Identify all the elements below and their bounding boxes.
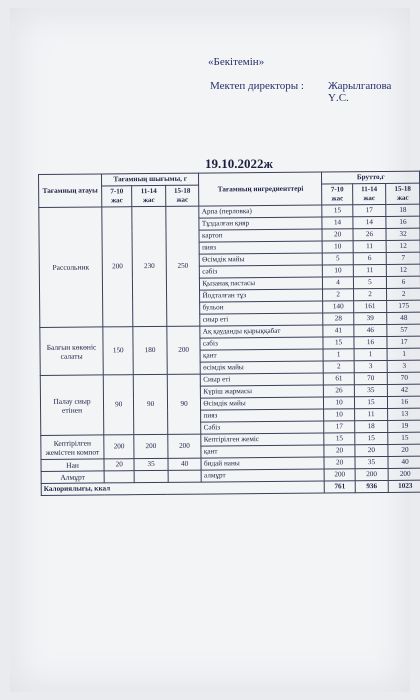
portion-cell: 150 (103, 327, 134, 375)
brutto-cell: 15 (355, 432, 388, 444)
brutto-cell: 10 (323, 265, 353, 277)
ingredient-name: Арпа (перловка) (199, 205, 322, 218)
brutto-cell: 10 (324, 397, 354, 409)
brutto-cell: 161 (353, 300, 386, 312)
brutto-cell: 16 (388, 396, 420, 408)
header-dish-name: Тағамның атауы (39, 174, 102, 208)
brutto-cell: 18 (354, 420, 387, 432)
ingredient-name: қант (201, 445, 324, 458)
calories-value: 761 (325, 481, 355, 493)
brutto-cell: 15 (354, 396, 387, 408)
brutto-cell: 35 (354, 384, 387, 396)
ingredient-name: сәбіз (200, 337, 323, 350)
brutto-cell: 12 (386, 264, 420, 276)
portion-cell: 90 (134, 374, 168, 434)
ingredient-name: Сәбіз (201, 421, 324, 434)
dish-name: Алмұрт (41, 471, 104, 484)
brutto-cell: 1 (354, 348, 387, 360)
brutto-cell: 3 (387, 360, 420, 372)
portion-cell: 40 (168, 458, 202, 470)
calories-label: Калориялығы, ккал (41, 481, 325, 495)
brutto-cell: 10 (324, 409, 354, 421)
brutto-cell: 20 (324, 445, 354, 457)
brutto-cell: 46 (354, 324, 387, 336)
brutto-cell: 26 (324, 385, 354, 397)
dish-name: Палау сиыр етінен (40, 375, 104, 436)
brutto-cell: 48 (387, 312, 420, 324)
menu-sheet (10, 8, 413, 692)
brutto-cell: 41 (323, 325, 353, 337)
brutto-cell: 10 (323, 241, 353, 253)
brutto-cell: 42 (387, 384, 420, 396)
ingredient-name: картоп (199, 229, 322, 242)
brutto-cell: 18 (386, 204, 420, 216)
ingredient-name: Қызанақ пастасы (200, 277, 323, 290)
portion-cell: 230 (132, 206, 166, 326)
brutto-cell: 17 (353, 204, 386, 216)
brutto-cell: 2 (324, 361, 354, 373)
brutto-cell: 15 (324, 433, 354, 445)
dish-name: Рассольник (39, 207, 103, 328)
menu-table (38, 171, 420, 496)
calories-value: 936 (355, 480, 388, 492)
portion-cell: 200 (134, 434, 168, 458)
ingredient-name: пияз (201, 409, 324, 422)
portion-cell (168, 470, 202, 482)
portion-cell: 200 (167, 326, 201, 374)
brutto-cell: 40 (388, 456, 420, 468)
brutto-cell: 13 (388, 408, 420, 420)
brutto-cell: 35 (355, 456, 388, 468)
portion-cell (134, 470, 167, 482)
brutto-cell: 14 (322, 217, 352, 229)
brutto-cell: 12 (386, 240, 420, 252)
brutto-cell: 17 (387, 336, 420, 348)
age-group-header: 7-10 жас (102, 186, 133, 207)
age-group-header: 15-18 жас (386, 183, 420, 204)
brutto-cell: 39 (354, 312, 387, 324)
calories-value: 1023 (388, 480, 420, 492)
brutto-cell: 200 (324, 469, 354, 481)
brutto-cell: 140 (323, 301, 353, 313)
brutto-cell: 15 (323, 337, 353, 349)
brutto-cell: 2 (353, 288, 386, 300)
ingredient-name: пияз (200, 241, 323, 254)
ingredient-name: Өсімдік майы (200, 253, 323, 266)
brutto-cell: 32 (386, 228, 420, 240)
age-group-header: 7-10 жас (322, 184, 353, 205)
brutto-cell: 5 (353, 276, 386, 288)
portion-cell: 20 (104, 459, 134, 471)
brutto-cell: 15 (322, 205, 352, 217)
portion-cell (104, 471, 134, 483)
menu-table-body (39, 204, 420, 495)
ingredient-name: сәбіз (200, 265, 323, 278)
brutto-cell: 20 (324, 457, 354, 469)
brutto-cell: 5 (323, 253, 353, 265)
ingredient-name: Кептірілген жеміс (201, 433, 324, 446)
brutto-cell: 1 (387, 348, 420, 360)
ingredient-name: Күріш жармасы (201, 385, 324, 398)
calories-row (41, 480, 420, 495)
ingredient-name: қант (200, 349, 323, 362)
dish-name: Кептірілген жемістен компот (41, 435, 104, 460)
ingredient-name: өсімдік майы (201, 361, 324, 374)
brutto-cell: 2 (387, 288, 420, 300)
brutto-cell: 200 (388, 468, 420, 480)
brutto-cell: 200 (355, 468, 388, 480)
portion-cell: 35 (134, 458, 167, 470)
brutto-cell: 57 (387, 324, 420, 336)
ingredient-name: Ақ қауданды қырыққабат (200, 325, 323, 338)
brutto-cell: 6 (353, 252, 386, 264)
brutto-cell: 6 (387, 276, 420, 288)
brutto-cell: 11 (353, 240, 386, 252)
brutto-cell: 70 (387, 372, 420, 384)
brutto-cell: 16 (386, 216, 420, 228)
portion-cell: 200 (102, 207, 133, 327)
ingredient-name: Сиыр еті (201, 373, 324, 386)
ingredient-name: бидай наны (201, 457, 324, 470)
ingredient-name: Өсімдік майы (201, 397, 324, 410)
dish-name: Нан (41, 459, 104, 472)
brutto-cell: 17 (324, 421, 354, 433)
brutto-cell: 11 (354, 408, 387, 420)
brutto-cell: 16 (354, 336, 387, 348)
menu-date: 19.10.2022ж (205, 156, 273, 171)
age-group-header: 11-14 жас (132, 185, 166, 206)
brutto-cell: 3 (354, 360, 387, 372)
portion-cell: 200 (104, 435, 135, 459)
portion-cell: 250 (166, 206, 201, 326)
brutto-cell: 4 (323, 277, 353, 289)
brutto-cell: 61 (324, 373, 354, 385)
brutto-cell: 15 (388, 432, 420, 444)
brutto-cell: 175 (387, 300, 420, 312)
ingredient-name: Тұздалған қияр (199, 217, 322, 230)
ingredient-name: бульон (200, 301, 323, 314)
brutto-cell: 11 (353, 264, 386, 276)
brutto-cell: 7 (386, 252, 420, 264)
brutto-cell: 28 (323, 313, 353, 325)
director-name: Жарылгапова Ү.С. (328, 80, 392, 104)
brutto-cell: 19 (388, 420, 420, 432)
portion-cell: 180 (133, 326, 167, 374)
brutto-cell: 20 (388, 444, 420, 456)
brutto-cell: 2 (323, 289, 353, 301)
dish-name: Балғын көкөніс салаты (40, 327, 103, 376)
brutto-cell: 70 (354, 372, 387, 384)
portion-cell: 90 (167, 374, 201, 434)
header-ingredients: Тағамның ингредиенттері (199, 172, 322, 206)
director-label: Мектеп директоры : (210, 80, 304, 92)
brutto-cell: 1 (323, 349, 353, 361)
ingredient-name: Йодталған тұз (200, 289, 323, 302)
portion-cell: 90 (103, 375, 134, 435)
age-group-header: 15-18 жас (165, 185, 199, 206)
brutto-cell: 26 (353, 228, 386, 240)
age-group-header: 11-14 жас (352, 183, 386, 204)
portion-cell: 200 (167, 434, 201, 458)
brutto-cell: 20 (355, 444, 388, 456)
header-portion: Тағамның шығымы, г (102, 173, 200, 186)
ingredient-name: алмұрт (201, 469, 324, 482)
brutto-cell: 20 (322, 229, 352, 241)
header-brutto: Брутто,г (322, 171, 420, 184)
ingredient-name: сиыр еті (200, 313, 323, 326)
brutto-cell: 14 (353, 216, 386, 228)
approval-stamp-text: «Бекітемін» (208, 56, 265, 68)
